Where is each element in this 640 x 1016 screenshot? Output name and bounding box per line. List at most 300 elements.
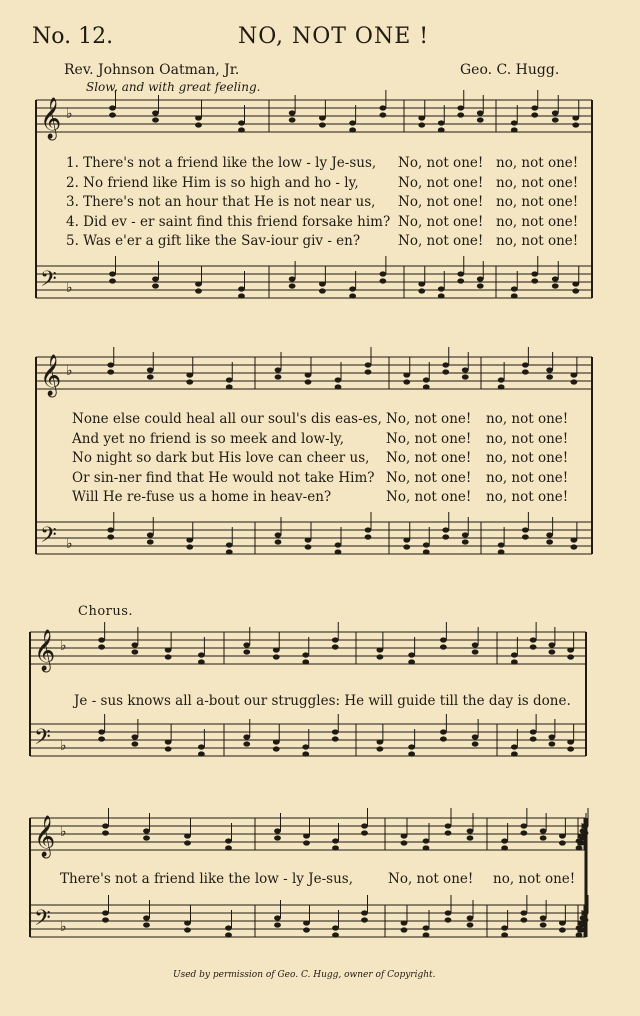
note-head [143,922,150,927]
note-head [184,833,191,838]
note-head [302,751,309,756]
refrain-no-not-one-echo: no, not one! [496,174,579,191]
note-head [226,377,233,382]
hymn-number: No. 12. [32,24,114,49]
note-head [365,527,372,532]
refrain-no-not-one-echo: no, not one! [486,450,569,466]
note-head [147,374,154,379]
note-head [273,746,280,751]
note-head [143,828,150,833]
note-head [376,739,383,744]
note-head [576,845,583,850]
note-head [289,117,296,122]
note-head [438,286,445,291]
note-head [107,369,114,374]
note-head [273,654,280,659]
note-head [567,746,574,751]
note-head [423,925,430,930]
verse-line: And yet no friend is so meek and low-ly, [72,430,345,447]
note-head [102,910,109,915]
note-head [152,117,159,122]
note-head [498,384,505,389]
refrain-no-not-one-echo: no, not one! [486,489,569,505]
note-head [131,741,138,746]
note-head [477,283,484,288]
note-head [408,652,415,657]
note-head [305,537,312,542]
note-head [365,369,372,374]
note-head [546,374,553,379]
note-head [401,927,408,932]
note-head [403,379,410,384]
note-head [530,637,537,642]
note-head [131,649,138,654]
note-head [570,544,577,549]
note-head [457,105,464,110]
note-head [303,840,310,845]
note-head [225,925,232,930]
note-head [403,544,410,549]
flat-icon: ♭ [66,280,73,296]
note-head [274,835,281,840]
note-head [580,915,587,920]
refrain-no-not-one: No, not one! [386,430,472,447]
note-head [423,384,430,389]
note-head [423,932,430,937]
refrain-no-not-one: No, not one! [398,194,484,210]
bass-clef-icon: 𝄢 [40,523,57,553]
copyright-footer: Used by permission of Geo. C. Hugg, owner of Copyright. [173,970,436,980]
note-head [423,845,430,850]
note-head [401,833,408,838]
refrain-no-not-one-echo: no, not one! [496,194,579,210]
note-head [107,534,114,539]
note-head [98,729,105,734]
note-head [305,372,312,377]
note-head [305,379,312,384]
note-head [109,105,116,110]
note-head [184,920,191,925]
note-head [335,377,342,382]
note-head [531,112,538,117]
note-head [243,741,250,746]
chorus-line-2: There's not a friend like the low - ly Je-sus, [60,871,354,887]
note-head [349,286,356,291]
note-head [401,840,408,845]
note-head [238,120,245,125]
note-head [552,110,559,115]
note-head [274,922,281,927]
note-head [582,823,589,828]
note-head [572,281,579,286]
note-head [303,927,310,932]
note-head [186,537,193,542]
note-head [305,544,312,549]
chorus-refrain-b: no, not one! [493,871,576,887]
refrain-no-not-one: No, not one! [386,489,472,505]
note-head [559,833,566,838]
note-head [572,122,579,127]
note-head [319,115,326,120]
note-head [303,920,310,925]
note-head [440,637,447,642]
note-head [289,110,296,115]
note-head [467,835,474,840]
note-head [186,372,193,377]
note-head [540,835,547,840]
note-head [152,110,159,115]
refrain-no-not-one: No, not one! [398,233,484,249]
note-head [332,925,339,930]
note-head [501,845,508,850]
note-head [361,830,368,835]
note-head [408,751,415,756]
note-head [578,920,585,925]
note-head [273,647,280,652]
note-head [438,293,445,298]
note-head [511,293,518,298]
note-head [274,828,281,833]
note-head [98,736,105,741]
note-head [225,838,232,843]
note-head [102,823,109,828]
note-head [548,741,555,746]
note-head [238,286,245,291]
note-head [511,751,518,756]
note-head [462,532,469,537]
note-head [578,833,585,838]
note-head [522,362,529,367]
note-head [467,915,474,920]
note-head [332,838,339,843]
note-head [335,549,342,554]
note-head [423,838,430,843]
note-head [195,115,202,120]
note-head [332,845,339,850]
note-head [472,649,479,654]
bass-clef-icon: 𝄢 [40,267,57,297]
note-head [457,112,464,117]
hymn-title: NO, NOT ONE ! [238,24,430,49]
note-head [467,922,474,927]
note-head [302,652,309,657]
refrain-no-not-one: No, not one! [398,155,484,171]
verse-line: None else could heal all our soul's dis eas-es, [72,411,382,427]
note-head [498,542,505,547]
note-head [303,833,310,838]
note-head [552,283,559,288]
treble-clef-icon: 𝄞 [40,98,62,139]
note-head [520,910,527,915]
note-head [520,917,527,922]
verse-line: No night so dark but His love can cheer us, [72,450,370,466]
note-head [143,915,150,920]
note-head [376,746,383,751]
verse-line: Will He re-fuse us a home in heav-en? [72,489,332,505]
note-head [361,917,368,922]
verse-line: 5. Was e'er a gift like the Sav-iour giv - en? [66,233,361,249]
note-head [198,652,205,657]
note-head [152,283,159,288]
note-head [186,379,193,384]
note-head [332,644,339,649]
verse-line: 2. No friend like Him is so high and ho - ly, [66,174,359,191]
note-head [408,744,415,749]
note-head [225,845,232,850]
note-head [165,739,172,744]
note-head [548,649,555,654]
note-head [147,539,154,544]
note-head [531,105,538,110]
note-head [349,127,356,132]
note-head [102,830,109,835]
note-head [418,122,425,127]
note-head [546,532,553,537]
note-head [572,115,579,120]
note-head [445,830,452,835]
note-head [147,532,154,537]
note-head [477,276,484,281]
note-head [477,117,484,122]
note-head [332,637,339,642]
note-head [109,278,116,283]
note-head [365,362,372,367]
note-head [472,741,479,746]
note-head [423,542,430,547]
note-head [403,537,410,542]
note-head [501,932,508,937]
note-head [442,362,449,367]
refrain-no-not-one-echo: no, not one! [486,430,569,447]
note-head [238,127,245,132]
author-credit: Rev. Johnson Oatman, Jr. [64,62,240,78]
note-head [107,362,114,367]
flat-icon: ♭ [60,638,67,654]
bass-clef-icon: 𝄢 [34,906,51,936]
note-head [401,920,408,925]
note-head [165,647,172,652]
note-head [570,379,577,384]
note-head [498,377,505,382]
note-head [243,734,250,739]
refrain-no-not-one: No, not one! [386,450,472,466]
treble-clef-icon: 𝄞 [40,355,62,396]
chorus-label: Chorus. [78,604,134,619]
note-head [511,286,518,291]
note-head [511,120,518,125]
note-head [198,744,205,749]
note-head [226,384,233,389]
note-head [440,644,447,649]
note-head [462,374,469,379]
note-head [98,637,105,642]
note-head [195,281,202,286]
note-head [243,649,250,654]
note-head [319,288,326,293]
note-head [440,729,447,734]
note-head [552,276,559,281]
note-head [559,920,566,925]
chorus-line-1: Je - sus knows all a-bout our struggles: He will guide till the day is done. [74,693,571,709]
refrain-no-not-one-echo: no, not one! [496,233,579,249]
note-head [546,539,553,544]
note-head [572,288,579,293]
note-head [522,369,529,374]
note-head [131,642,138,647]
note-head [98,644,105,649]
note-head [195,288,202,293]
note-head [570,537,577,542]
note-head [418,288,425,293]
note-head [335,384,342,389]
note-head [379,278,386,283]
flat-icon: ♭ [66,536,73,552]
treble-clef-icon: 𝄞 [34,630,56,671]
note-head [522,534,529,539]
chorus-refrain-a: No, not one! [388,871,474,887]
flat-icon: ♭ [60,738,67,754]
note-head [302,744,309,749]
note-head [567,739,574,744]
note-head [445,917,452,922]
note-head [531,271,538,276]
note-head [445,910,452,915]
verse-line: 4. Did ev - er saint find this friend forsake him? [66,213,391,230]
flat-icon: ♭ [60,919,67,935]
note-head [186,544,193,549]
verse-line: Or sin-ner find that He would not take Him? [72,469,375,486]
bass-clef-icon: 𝄢 [34,725,51,755]
note-head [198,659,205,664]
note-head [319,281,326,286]
note-head [243,642,250,647]
note-head [438,120,445,125]
note-head [457,271,464,276]
note-head [559,927,566,932]
verse-line: 3. There's not an hour that He is not near us, [66,194,376,210]
verse-line: 1. There's not a friend like the low - ly Je-sus, [66,155,377,171]
note-head [438,127,445,132]
note-head [440,736,447,741]
refrain-no-not-one-echo: no, not one! [486,469,569,486]
note-head [418,281,425,286]
note-head [195,122,202,127]
note-head [540,828,547,833]
note-head [165,654,172,659]
note-head [520,830,527,835]
note-head [498,549,505,554]
note-head [275,374,282,379]
note-head [472,734,479,739]
note-head [582,910,589,915]
note-head [462,367,469,372]
note-head [423,549,430,554]
refrain-no-not-one-echo: no, not one! [486,411,569,427]
note-head [520,823,527,828]
note-head [501,838,508,843]
note-head [131,734,138,739]
refrain-no-not-one-echo: no, not one! [496,213,579,230]
note-head [376,654,383,659]
note-head [289,283,296,288]
note-head [580,828,587,833]
note-head [530,736,537,741]
note-head [184,927,191,932]
note-head [349,120,356,125]
note-head [109,112,116,117]
flat-icon: ♭ [60,824,67,840]
note-head [107,527,114,532]
note-head [226,542,233,547]
note-head [379,105,386,110]
note-head [467,828,474,833]
note-head [570,372,577,377]
note-head [198,751,205,756]
note-head [576,932,583,937]
refrain-no-not-one: No, not one! [386,411,472,427]
note-head [442,534,449,539]
note-head [457,278,464,283]
note-head [511,127,518,132]
note-head [238,293,245,298]
note-head [548,642,555,647]
note-head [442,369,449,374]
note-head [445,823,452,828]
note-head [403,372,410,377]
note-head [361,910,368,915]
note-head [423,377,430,382]
refrain-no-not-one: No, not one! [398,174,484,191]
note-head [109,271,116,276]
note-head [319,122,326,127]
note-head [511,652,518,657]
note-head [540,915,547,920]
note-head [511,744,518,749]
note-head [379,112,386,117]
flat-icon: ♭ [66,363,73,379]
note-head [275,539,282,544]
note-head [477,110,484,115]
note-head [379,271,386,276]
composer-credit: Geo. C. Hugg. [460,62,560,78]
refrain-no-not-one: No, not one! [386,469,472,486]
refrain-no-not-one-echo: no, not one! [496,155,579,171]
note-head [530,729,537,734]
note-head [576,925,583,930]
note-head [559,840,566,845]
note-head [567,654,574,659]
note-head [275,367,282,372]
note-head [462,539,469,544]
note-head [408,659,415,664]
note-head [442,527,449,532]
note-head [274,915,281,920]
note-head [332,932,339,937]
note-head [225,932,232,937]
note-head [143,835,150,840]
note-head [472,642,479,647]
note-head [531,278,538,283]
note-head [567,647,574,652]
refrain-no-not-one: No, not one! [398,213,484,230]
note-head [365,534,372,539]
note-head [511,659,518,664]
note-head [147,367,154,372]
note-head [522,527,529,532]
note-head [184,840,191,845]
note-head [289,276,296,281]
note-head [418,115,425,120]
